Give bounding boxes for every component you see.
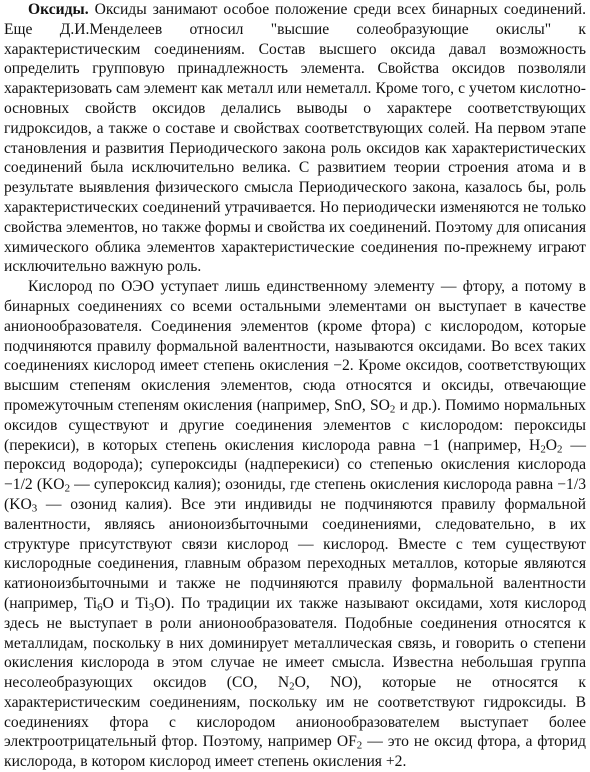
subscript: 2 <box>64 482 71 495</box>
text-run: — озонид калия). Все эти индивиды не подчиняются правилу формальной валентности, являясь анионоизбыточными соединениями, следовательно, в их структуре присутствуют связи кислород — кислород. Вместе с тем существуют кислородные соединения, главным образом переходных металлов, которые являются катионоизбыточными и также не подчиняются правилу формальной валентности (например, Ti <box>4 495 586 612</box>
text-run: Кислород по ОЭО уступает лишь единственному элементу — фтору, а потому в бинарных соединениях со всеми остальными элементами он выступает в качестве анионообразователя. Соединения элементов (кроме фтора) с кислородом, которые подчиняются правилу формальной валентности, называются оксидами. Во всех таких соединениях кислород имеет степень окисления −2. Кроме оксидов, соответствующих высшим степеням окисления элементов, сюда относятся и оксиды, отвечающие промежуточным степеням окисления (например, SnO, SO <box>4 278 586 414</box>
text-run: — это не оксид фтора, а фторид кислорода, в котором кислород имеет степень окисления +2. <box>4 733 586 771</box>
text-run: — супероксид калия); озониды, где степень окисления кислорода равна −1/3 (KO <box>4 476 586 513</box>
text-run: и др.). Помимо нормальных оксидов существуют и другие соединения элементов с кислородом: пероксиды (перекиси), в которых степень окисления кислорода равна −1 (например, H <box>4 396 586 454</box>
paragraph-oxides-intro <box>4 0 586 277</box>
subscript: 6 <box>97 601 103 614</box>
subscript: 2 <box>289 680 295 693</box>
paragraph-lead-heading: Оксиды. <box>28 1 89 18</box>
paragraph-oxygen <box>4 277 586 772</box>
subscript: 3 <box>31 502 38 515</box>
subscript: 2 <box>356 740 363 753</box>
text-run: O и Ti <box>102 594 149 612</box>
subscript: 3 <box>148 601 155 614</box>
subscript: 2 <box>557 443 563 456</box>
subscript: 2 <box>389 403 396 416</box>
paragraph-text: Оксиды занимают особое положение среди всех бинарных соединений. Еще Д.И.Менделеев относил "высшие солеобразующие окислы" к характеристическим соединениям. Состав высшего оксида давал возможность определить групповую принадлежность элемента. Свойства оксидов позволяли характеризовать сам элемент как металл или неметалл. Кроме того, с учетом кислотно-основных свойств оксидов делались выводы о характере соответствующих гидроксидов, а также о составе и свойствах соответствующих солей. На первом этапе становления и развития Периодического закона роль оксидов как характеристических соединений была исключительно велика. С развитием теории строения атома и в результате выявления физического смысла Периодического закона, казалось бы, роль характеристических соединений утрачивается. Но периодически изменяются не только свойства элементов, но также формы и свойства их соединений. Поэтому для описания химического облика элементов характеристические соединения по-прежнему играют исключительно важную роль. <box>4 1 586 276</box>
subscript: 2 <box>540 443 546 456</box>
text-run: O <box>545 436 558 454</box>
text-run: — пероксид водорода); супероксиды (надперекиси) со степенью окисления кислорода −1/2 (KO <box>4 436 587 494</box>
text-run: O). По традиции их также называют оксидами, хотя кислород здесь не выступает в роли анионообразователя. Подобные соединения относятся к металлидам, поскольку в них доминирует металлическая связь, и говорить о степени окисления кислорода в этом случае не имеет смысла. Известна небольшая группа несолеобразующих оксидов (CO, N <box>4 594 587 692</box>
text-run: O, NO), которые не относятся к характеристическим соединениям, поскольку им не соответствуют гидроксиды. В соединениях фтора с кислородом анионообразователем выступает более электроотрицательный фтор. Поэтому, например OF <box>4 674 586 751</box>
